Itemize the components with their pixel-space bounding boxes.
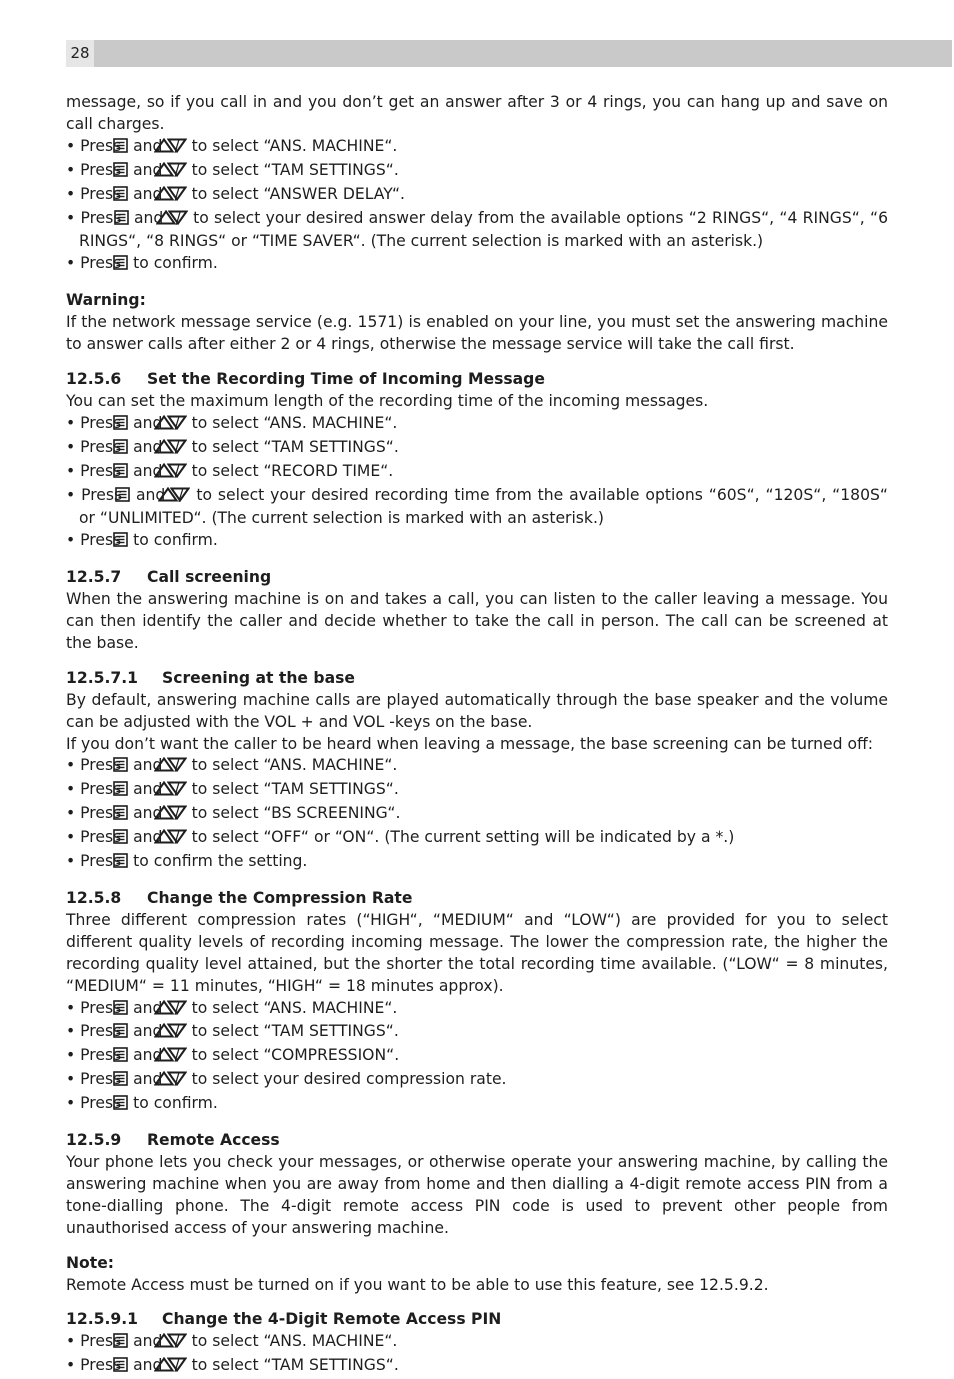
bullet-step: • Press and / to select “COMPRESSION“. [66,1045,888,1069]
step-text: to select “ANS. MACHINE“. [186,1332,398,1351]
step-text: to select “COMPRESSION“. [186,1046,400,1065]
section-heading-12-5-7 [66,567,888,589]
down-arrow-key-icon [180,1023,187,1045]
step-press: Press [80,136,127,155]
bullet-step: • Press and / to select “RECORD TIME“. [66,461,888,485]
step-text: to select “OFF“ or “ON“. (The current setting will be indicated by a *.) [186,828,735,847]
down-arrow-key-icon [180,1047,187,1069]
down-arrow-key-icon [181,210,188,232]
step-text: to select “ANSWER DELAY“. [186,184,405,203]
step-text: to confirm. [128,531,218,550]
bullet-step: • Press and / to select “TAM SETTINGS“. [66,437,888,461]
down-arrow-key-icon [180,757,187,779]
step-text: to select your desired compression rate. [186,1070,507,1089]
step-press: Press [80,1094,127,1113]
section-number: 12.5.9 [66,1131,122,1150]
step-and: and [128,804,168,823]
step-and: and [128,461,168,480]
bullet-step: • Press and / to select “ANSWER DELAY“. [66,184,888,208]
step-press: Press [80,756,127,775]
intro-paragraph: message, so if you call in and you don’t get an answer after 3 or 4 rings, you can hang up and save on call charges. [66,93,888,133]
step-and: and [128,1046,168,1065]
step-press: Press [80,1356,127,1375]
down-arrow-key-icon [180,463,187,485]
step-text: to select “TAM SETTINGS“. [186,160,399,179]
step-press: Press [80,413,127,432]
bullet-step: • Press and / to select your desired compression rate. [66,1069,888,1093]
down-arrow-key-icon [180,1000,187,1022]
down-arrow-key-icon [180,781,187,803]
step-press: Press [80,1046,127,1065]
step-press: Press [80,208,127,227]
section-title: Call screening [147,568,272,587]
bullet-step: • Press and / to select your desired answer delay from the available options “2 RINGS“, “4 RINGS“, “6 RINGS“, “8 RINGS“ or “TIME SAVER“. (The current selection is marked with an asterisk.) [66,208,888,251]
section-text: You can set the maximum length of the recording time of the incoming messages. [66,391,709,410]
bullet-step: • Press and / to select “ANS. MACHINE“. [66,1331,888,1355]
section-steps-12-5-9-1 [66,1331,888,1379]
step-and: and [128,136,168,155]
step-and: and [130,485,172,504]
section-number: 12.5.9.1 [66,1310,139,1329]
bullet-step: • Press and / to select “OFF“ or “ON“. (The current setting will be indicated by a *.) [66,827,888,851]
step-text: to select “TAM SETTINGS“. [186,437,399,456]
step-press: Press [80,531,127,550]
bullet-step: • Press and / to select your desired recording time from the available options “60S“, “120S“, “180S“ or “UNLIMITED“. (The current selection is marked with an asterisk.) [66,485,889,528]
step-and: and [128,160,168,179]
section-title: Remote Access [147,1131,280,1150]
section-number: 12.5.7.1 [66,668,139,687]
down-arrow-key-icon [180,1333,187,1355]
step-text: to select “ANS. MACHINE“. [186,136,398,155]
step-and: and [128,413,168,432]
step-text: to select “TAM SETTINGS“. [186,1022,399,1041]
section-text: Three different compression rates (“HIGH“, “MEDIUM“ and “LOW“) are provided for you to select different quality levels of recording incoming message. The lower the compression rate, the higher the recording quality level attained, but the shorter the total recording time available. (“LOW“ = 8 minutes, “MEDIUM“ = 11 minutes, “HIGH“ = 18 minutes approx). [66,910,888,995]
step-press: Press [80,804,127,823]
section-steps-12-5-8 [66,998,888,1118]
step-press: Press [80,998,127,1017]
intro-steps [66,136,888,277]
section-title: Screening at the base [162,668,355,687]
section-text: Your phone lets you check your messages, or otherwise operate your answering machine, by calling the answering machine when you are away from home and then dialling a 4-digit remote access PIN from a tone-dialling phone. The 4-digit remote access PIN code is used to prevent other people from unauthorised access of your answering machine. [66,1152,888,1237]
warning-text: If the network message service (e.g. 1571) is enabled on your line, you must set the answering machine to answer calls after either 2 or 4 rings, otherwise the message service will take the call first. [66,313,888,354]
page-content [66,92,888,1379]
section-heading-12-5-7-1 [66,668,888,690]
step-press: Press [80,1332,127,1351]
section-number: 12.5.8 [66,889,122,907]
step-and: and [128,1332,168,1351]
step-text: to select “TAM SETTINGS“. [186,780,399,799]
down-arrow-key-icon [180,1357,187,1379]
section-text: If you don’t want the caller to be heard when leaving a message, the base screening can be turned off: [66,734,874,753]
down-arrow-key-icon [180,439,187,461]
bullet-step: • Press to confirm. [66,253,888,277]
step-press: Press [80,437,127,456]
step-text: to select “TAM SETTINGS“. [186,1356,399,1375]
down-arrow-key-icon [180,138,187,160]
step-text: to confirm the setting. [128,852,308,871]
step-and: and [128,1070,168,1089]
step-press: Press [80,160,127,179]
down-arrow-key-icon [180,415,187,437]
bullet-step: • Press and / to select “TAM SETTINGS“. [66,1021,888,1045]
note-text: Remote Access must be turned on if you want to be able to use this feature, see 12.5.9.2. [66,1275,769,1294]
step-text: to select “ANS. MACHINE“. [186,756,398,775]
bullet-step: • Press and / to select “TAM SETTINGS“. [66,779,888,803]
bullet-step: • Press and / to select “ANS. MACHINE“. [66,413,888,437]
step-text: to confirm. [128,254,218,273]
bullet-step: • Press and / to select “TAM SETTINGS“. [66,160,888,184]
step-press: Press [80,1070,127,1089]
bullet-step: • Press to confirm the setting. [66,851,888,875]
step-and: and [128,756,168,775]
step-and: and [128,828,168,847]
bullet-step: • Press and / to select “BS SCREENING“. [66,803,888,827]
step-text: to confirm. [128,1094,218,1113]
bullet-step: • Press to confirm. [66,1093,888,1117]
step-press: Press [80,254,127,273]
section-heading-12-5-8 [66,888,888,910]
step-press: Press [80,780,127,799]
bullet-step: • Press and / to select “TAM SETTINGS“. [66,1355,888,1379]
warning-title: Warning: [66,291,146,310]
step-text: to select “BS SCREENING“. [186,804,401,823]
bullet-step: • Press and / to select “ANS. MACHINE“. [66,998,888,1022]
note-title: Note: [66,1253,115,1272]
step-text: to select “ANS. MACHINE“. [186,998,398,1017]
down-arrow-key-icon [180,805,187,827]
step-press: Press [81,485,129,504]
step-and: and [128,208,169,227]
bullet-step: • Press and / to select “ANS. MACHINE“. [66,755,888,779]
step-and: and [128,1356,168,1375]
down-arrow-key-icon [180,186,187,208]
step-text: to select your desired recording time from the available options “60S“, “120S“, “180S“ or “UNLIMITED“. (The current selection is marked with an asterisk.) [79,485,889,528]
step-press: Press [80,828,127,847]
section-number: 12.5.6 [66,369,122,388]
step-text: to select your desired answer delay from the available options “2 RINGS“, “4 RINGS“, “6 RINGS“, “8 RINGS“ or “TIME SAVER“. (The current selection is marked with an asterisk.) [79,208,888,251]
section-number: 12.5.7 [66,568,122,587]
step-text: to select “RECORD TIME“. [186,461,394,480]
down-arrow-key-icon [180,829,187,851]
section-title: Set the Recording Time of Incoming Message [147,369,545,388]
section-title: Change the Compression Rate [147,889,413,907]
step-press: Press [80,184,127,203]
step-press: Press [80,461,127,480]
section-heading-12-5-6 [66,369,888,391]
step-and: and [128,998,168,1017]
step-and: and [128,1022,168,1041]
step-and: and [128,780,168,799]
bullet-step: • Press and / to select “ANS. MACHINE“. [66,136,888,160]
section-steps-12-5-6 [66,413,888,554]
step-press: Press [80,1022,127,1041]
section-title: Change the 4-Digit Remote Access PIN [162,1310,502,1329]
header-bar [66,40,952,67]
section-text: By default, answering machine calls are played automatically through the base speaker and the volume can be adjusted with the VOL + and VOL -keys on the base. [66,690,888,731]
section-text: When the answering machine is on and takes a call, you can listen to the caller leaving a message. You can then identify the caller and decide whether to take the call in person. The call can be screened at the base. [66,590,888,652]
page-number: 28 [66,40,94,67]
down-arrow-key-icon [180,1071,187,1093]
step-press: Press [80,852,127,871]
section-heading-12-5-9 [66,1130,888,1152]
bullet-step: • Press to confirm. [66,530,888,554]
step-and: and [128,437,168,456]
section-heading-12-5-9-1 [66,1309,888,1331]
step-text: to select “ANS. MACHINE“. [186,413,398,432]
down-arrow-key-icon [180,162,187,184]
step-and: and [128,184,168,203]
section-steps-12-5-7-1 [66,755,888,875]
